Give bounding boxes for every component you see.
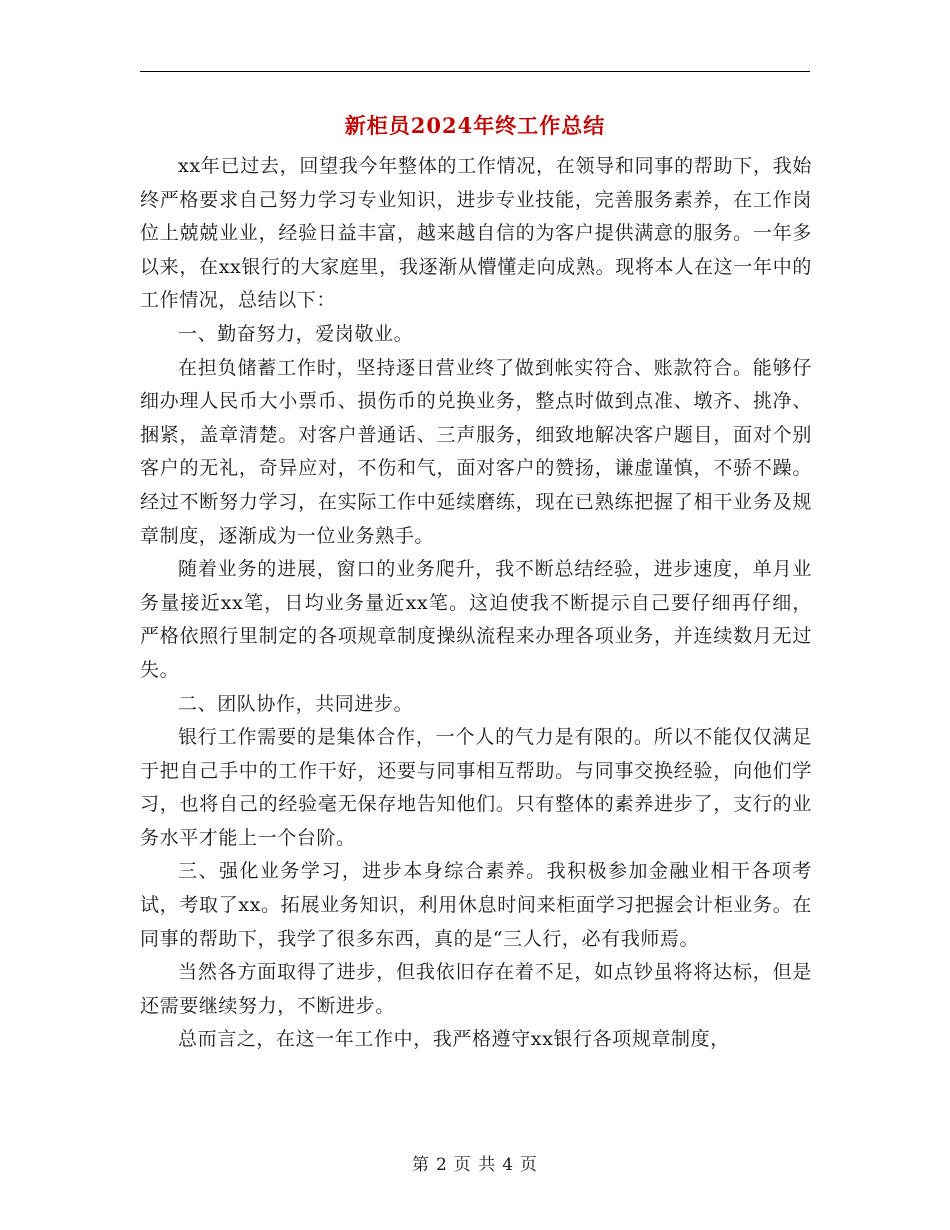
paragraph-business-growth: 随着业务的进展，窗口的业务爬升，我不断总结经验，进步速度，单月业务量接近xx笔，日均业务量近xx笔。这迫使我不断提示自己要仔细再仔细，严格依照行里制定的各项规章制度操纵流程来办理各项业务，并连续数月无过失。 [140,558,812,681]
current-page-number: 2 [435,1155,448,1175]
document-body [140,150,812,1057]
paragraph-learning: 三、强化业务学习，进步本身综合素养。我积极参加金融业相干各项考试，考取了xx。拓展业务知识，利用休息时间来柜面学习把握会计柜业务。在同事的帮助下，我学了很多东西，真的是“三人行，必有我师焉。 [140,860,812,950]
footer-suffix: 页 [520,1155,539,1175]
paragraph-intro: xx年已过去，回望我今年整体的工作情况，在领导和同事的帮助下，我始终严格要求自己努力学习专业知识，进步专业技能，完善服务素养，在工作岗位上兢兢业业，经验日益丰富，越来越自信的为客户提供满意的服务。一年多以来，在xx银行的大家庭里，我逐渐从懵懂走向成熟。现将本人在这一年中的工作情况，总结以下： [140,155,812,312]
document-title: 新柜员2024年终工作总结 [344,113,606,138]
paragraph-teamwork: 银行工作需要的是集体合作，一个人的气力是有限的。所以不能仅仅满足于把自己手中的工作干好，还要与同事相互帮助。与同事交换经验，向他们学习，也将自己的经验毫无保存地告知他们。只有整体的素养进步了，支行的业务水平才能上一个台阶。 [140,726,812,849]
footer-middle: 页 共 [453,1155,497,1175]
paragraph-shortcomings: 当然各方面取得了进步，但我依旧存在着不足，如点钞虽将将达标，但是还需要继续努力，不断进步。 [140,961,812,1017]
paragraph-conclusion: 总而言之，在这一年工作中，我严格遵守xx银行各项规章制度， [178,1028,730,1051]
page-footer [140,1150,810,1180]
footer-prefix: 第 [411,1155,430,1175]
total-page-count: 4 [502,1155,515,1175]
section-heading-1: 一、勤奋努力，爱岗敬业。 [178,322,414,345]
paragraph-savings-work: 在担负储蓄工作时，坚持逐日营业终了做到帐实符合、账款符合。能够仔细办理人民币大小票币、损伤币的兑换业务，整点时做到点准、墩齐、挑净、捆紧，盖章清楚。对客户普通话、三声服务，细致地解决客户题目，面对个别客户的无礼，奇异应对，不伤和气，面对客户的赞扬，谦虚谨慎，不骄不躁。经过不断努力学习，在实际工作中延续磨练，现在已熟练把握了相干业务及规章制度，逐渐成为一位业务熟手。 [140,356,812,547]
section-heading-2: 二、团队协作，共同进步。 [178,692,414,715]
header-rule [140,71,810,72]
